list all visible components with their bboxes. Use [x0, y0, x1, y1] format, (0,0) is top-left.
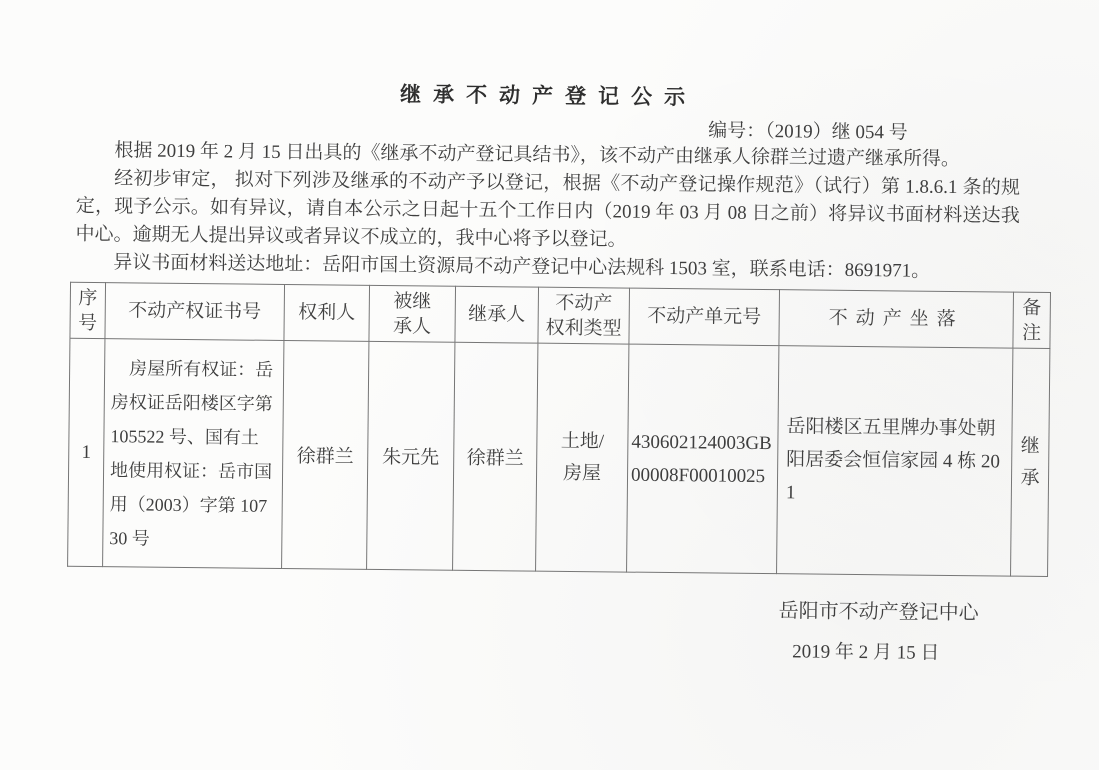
col-header-seq: 序 号 [70, 282, 106, 338]
cell-location: 岳阳楼区五里牌办事处朝阳居委会恒信家园 4 栋 201 [777, 346, 1013, 576]
col-header-unit-no: 不动产单元号 [629, 288, 780, 346]
cell-heir: 徐群兰 [453, 342, 538, 571]
table-row [68, 338, 1050, 576]
cell-decedent: 朱元先 [367, 341, 455, 570]
registration-table-wrap [67, 282, 1051, 577]
cell-holder: 徐群兰 [282, 340, 369, 569]
cell-unit-no: 430602124003GB00008F00010025 [627, 344, 779, 574]
col-header-location: 不动产坐落 [779, 290, 1014, 348]
cell-seq: 1 [68, 338, 105, 566]
col-header-cert-no: 不动产权证书号 [105, 283, 285, 341]
paragraph-basis: 根据 2019 年 2 月 15 日出具的《继承不动产登记具结书》，该不动产由继承人徐群兰过遗产继承所得。 [114, 140, 961, 171]
col-header-heir: 继承人 [455, 286, 539, 343]
table-header-row [70, 282, 1051, 348]
col-header-right-type: 不动产 权利类型 [538, 287, 630, 344]
issuer-name: 岳阳市不动产登记中心 [778, 600, 979, 625]
paragraph-contact: 异议书面材料送达地址：岳阳市国土资源局不动产登记中心法规科 1503 室，联系电话：8691971。 [113, 252, 931, 282]
col-header-holder: 权利人 [284, 284, 370, 341]
col-header-remark: 备 注 [1013, 292, 1051, 348]
registration-table [67, 282, 1051, 577]
cell-remark: 继承 [1011, 348, 1050, 576]
document-number: 编号：（2019）继 054 号 [708, 120, 908, 144]
issue-date: 2019 年 2 月 15 日 [792, 641, 940, 664]
cell-right-type: 土地/ 房屋 [536, 343, 629, 572]
col-header-decedent: 被继 承人 [369, 285, 456, 342]
cell-cert-no: 房屋所有权证：岳房权证岳阳楼区字第 105522 号、国有土地使用权证：岳市国用（2003）字第 10730 号 [103, 339, 284, 569]
document-title: 继承不动产登记公示 [399, 82, 698, 110]
notice-body [75, 137, 1020, 287]
paragraph-notice: 经初步审定， 拟对下列涉及继承的不动产予以登记，根据《不动产登记操作规范》（试行）第 1.8.6.1 条的规定，现予公示。如有异议，请自本公示之日起十五个工作日内（2019 年 03 月 08 日之前）将异议书面材料送达我中心。逾期无人提出异议或者异议不成立的，我中心将予以登记。 [75, 168, 1021, 251]
